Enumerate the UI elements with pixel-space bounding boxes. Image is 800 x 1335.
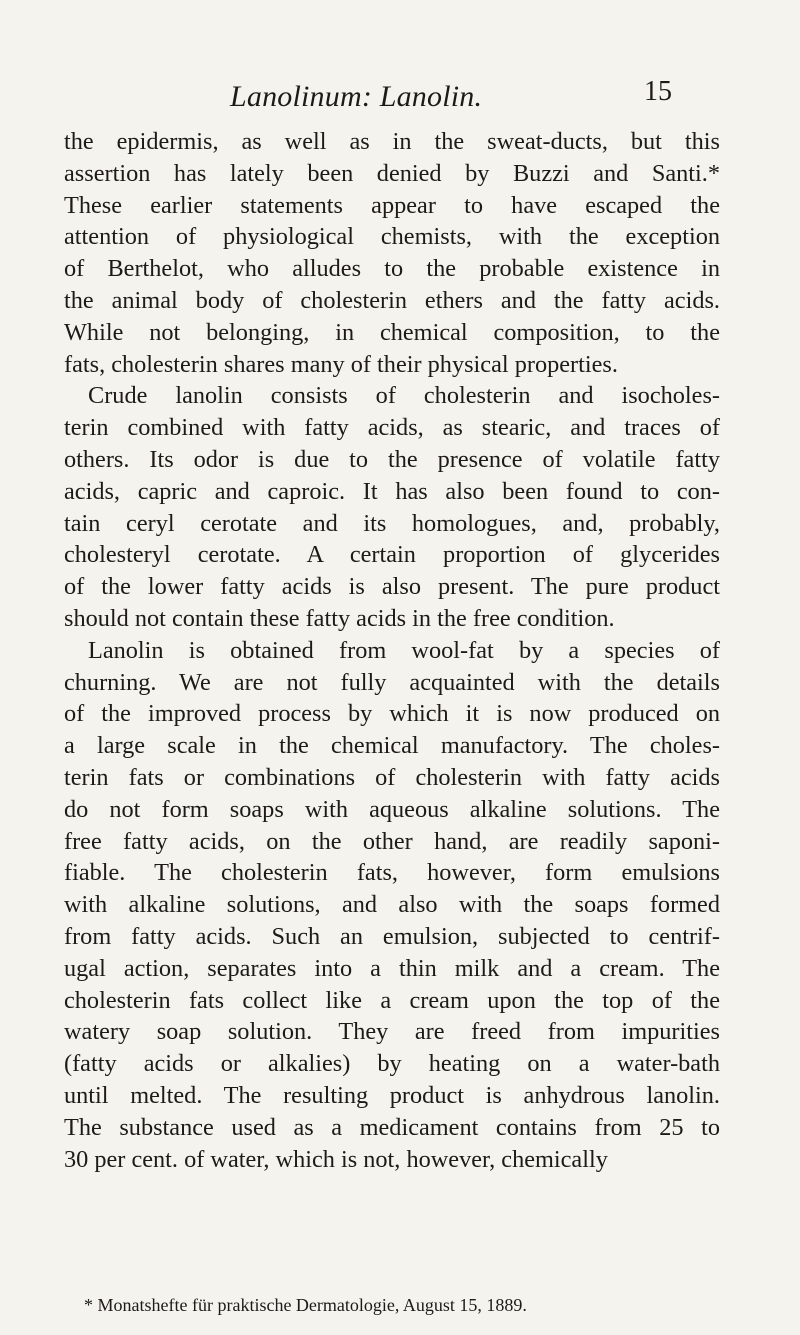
text-line: should not contain these fatty acids in the free condition. bbox=[64, 604, 615, 632]
text-line: fiable. The cholesterin fats, however, form emulsions bbox=[64, 859, 720, 887]
text-line: While not belonging, in chemical composition, to the bbox=[64, 318, 720, 346]
footnote: * Monatshefte für praktische Dermatologie, August 15, 1889. bbox=[84, 1295, 527, 1315]
text-line: terin combined with fatty acids, as stearic, and traces of bbox=[64, 414, 720, 442]
text-line: cholesteryl cerotate. A certain proportion of glycerides bbox=[64, 541, 720, 569]
text-line: terin fats or combinations of cholesterin with fatty acids bbox=[64, 763, 720, 791]
text-line: the animal body of cholesterin ethers and the fatty acids. bbox=[64, 286, 720, 314]
page-number: 15 bbox=[644, 76, 672, 107]
text-line: Lanolin is obtained from wool-fat by a species of bbox=[88, 636, 720, 664]
text-line: (fatty acids or alkalies) by heating on a water-bath bbox=[64, 1050, 720, 1078]
text-line: until melted. The resulting product is anhydrous lanolin. bbox=[64, 1081, 720, 1109]
text-line: a large scale in the chemical manufactory. The choles- bbox=[64, 732, 720, 760]
text-line: 30 per cent. of water, which is not, however, chemically bbox=[64, 1145, 608, 1173]
text-line: acids, capric and caproic. It has also been found to con- bbox=[64, 477, 720, 505]
text-line: assertion has lately been denied by Buzzi and Santi.* bbox=[64, 159, 720, 187]
text-line: of the improved process by which it is now produced on bbox=[64, 700, 720, 728]
text-line: of Berthelot, who alludes to the probable existence in bbox=[64, 255, 720, 283]
text-line: free fatty acids, on the other hand, are readily saponi- bbox=[64, 827, 720, 855]
page-header bbox=[0, 76, 800, 116]
text-line: the epidermis, as well as in the sweat-ducts, but this bbox=[64, 128, 720, 155]
running-head: Lanolinum: Lanolin. bbox=[230, 80, 483, 113]
text-line: do not form soaps with aqueous alkaline solutions. The bbox=[64, 795, 720, 823]
body-text bbox=[64, 126, 720, 1175]
text-line: fats, cholesterin shares many of their physical properties. bbox=[64, 350, 618, 378]
text-line: tain ceryl cerotate and its homologues, and, probably, bbox=[64, 509, 720, 537]
text-line: watery soap solution. They are freed from impurities bbox=[64, 1018, 720, 1046]
text-line: of the lower fatty acids is also present. The pure product bbox=[64, 573, 720, 601]
text-line: attention of physiological chemists, with the exception bbox=[64, 223, 720, 251]
text-line: others. Its odor is due to the presence of volatile fatty bbox=[64, 445, 720, 473]
text-line: with alkaline solutions, and also with the soaps formed bbox=[64, 891, 720, 919]
text-line: from fatty acids. Such an emulsion, subjected to centrif- bbox=[64, 922, 720, 950]
text-line: ugal action, separates into a thin milk and a cream. The bbox=[64, 954, 720, 982]
text-line: Crude lanolin consists of cholesterin and isocholes- bbox=[88, 382, 720, 410]
text-line: churning. We are not fully acquainted with the details bbox=[64, 668, 720, 696]
text-line: The substance used as a medicament contains from 25 to bbox=[64, 1113, 720, 1141]
text-line: cholesterin fats collect like a cream upon the top of the bbox=[64, 986, 720, 1014]
text-line: These earlier statements appear to have escaped the bbox=[64, 191, 720, 219]
